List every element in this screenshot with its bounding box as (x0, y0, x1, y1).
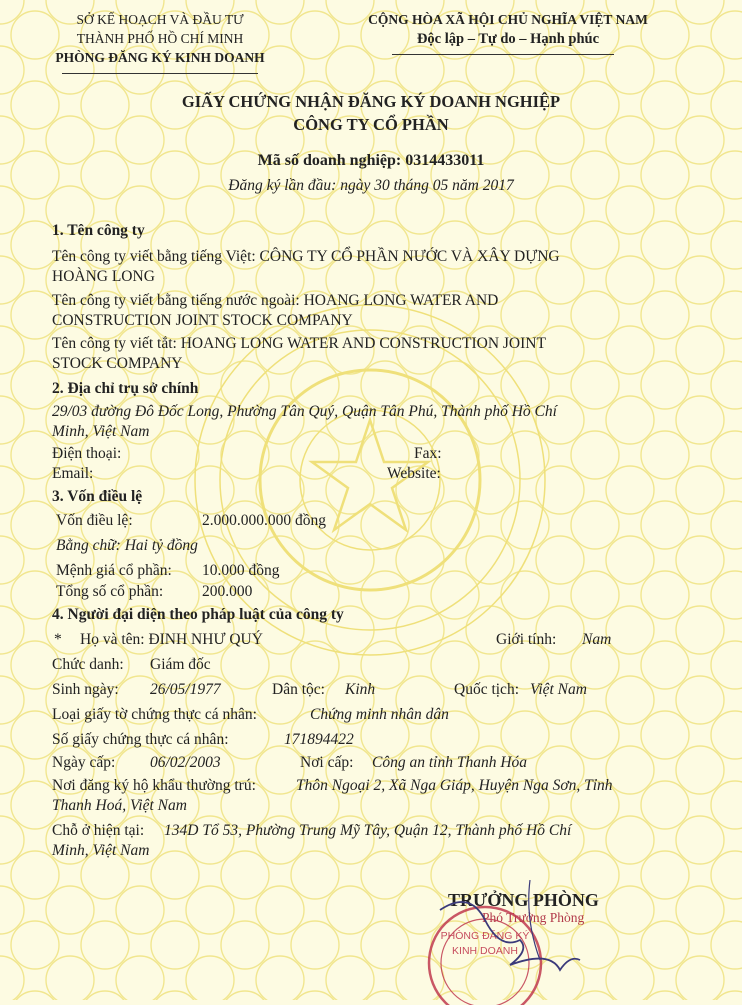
gender-value: Nam (582, 631, 612, 648)
issuer-line-2: THÀNH PHỐ HỒ CHÍ MINH (76, 31, 244, 46)
current-residence-label: Chỗ ở hiện tại: (52, 822, 145, 839)
issue-date-value: 06/02/2003 (150, 754, 221, 771)
ethnic-value: Kinh (345, 681, 376, 698)
short-name-line-1: Tên công ty viết tắt: HOANG LONG WATER AND CONSTRUCTION JOINT (52, 335, 546, 352)
permanent-residence-line-2: Thanh Hoá, Việt Nam (52, 797, 187, 814)
nationality-label: Quốc tịch: (454, 681, 519, 698)
short-name-line-2: STOCK COMPANY (52, 355, 183, 372)
foreign-name-line-1: Tên công ty viết bằng tiếng nước ngoài: HOANG LONG WATER AND (52, 292, 499, 309)
representative-name: Họ và tên: ĐINH NHƯ QUÝ (80, 631, 263, 648)
capital-in-words: Bằng chữ: Hai tỷ đồng (56, 537, 198, 554)
capital-label: Vốn điều lệ: (56, 512, 133, 529)
stamp-text: PHÒNG ĐĂNG KÝ KINH DOANH (440, 930, 530, 957)
issuer-underline (62, 73, 258, 74)
id-type-label: Loại giấy tờ chứng thực cá nhân: (52, 706, 257, 723)
par-value-value: 10.000 đồng (202, 562, 280, 579)
id-number-value: 171894422 (284, 731, 354, 748)
permanent-residence-label: Nơi đăng ký hộ khẩu thường trú: (52, 777, 256, 794)
gender-label: Giới tính: (496, 631, 557, 648)
foreign-name-line-2: CONSTRUCTION JOINT STOCK COMPANY (52, 312, 353, 329)
issue-place-label: Nơi cấp: (300, 754, 354, 771)
national-motto-block (338, 12, 678, 48)
id-type-value: Chứng minh nhân dân (310, 706, 449, 723)
motto-underline (392, 54, 614, 55)
vn-name-line-1: Tên công ty viết bằng tiếng Việt: CÔNG TY CỔ PHẦN NƯỚC VÀ XÂY DỰNG (52, 248, 560, 265)
enterprise-code: Mã số doanh nghiệp: 0314433011 (257, 152, 485, 169)
permanent-residence-line-1: Thôn Ngoại 2, Xã Nga Giáp, Huyện Nga Sơn, Tỉnh (296, 777, 613, 794)
issue-place-value: Công an tỉnh Thanh Hóa (372, 754, 528, 771)
signatory-title: TRƯỞNG PHÒNG (448, 890, 599, 910)
handwritten-signature (430, 880, 610, 990)
issuer-line-3: PHÒNG ĐĂNG KÝ KINH DOANH (55, 50, 265, 65)
section-1-heading: 1. Tên công ty (52, 222, 145, 239)
company-type: CÔNG TY CỔ PHẦN (293, 115, 449, 134)
phone-label: Điện thoại: (52, 445, 122, 462)
current-residence-line-2: Minh, Việt Nam (52, 842, 150, 859)
total-shares-label: Tổng số cổ phần: (56, 583, 164, 600)
position-label: Chức danh: (52, 656, 124, 673)
section-3-heading: 3. Vốn điều lệ (52, 488, 143, 505)
issue-date-label: Ngày cấp: (52, 754, 116, 771)
motto: Độc lập – Tự do – Hạnh phúc (416, 31, 600, 47)
first-registration-date: Đăng ký lần đầu: ngày 30 tháng 05 năm 2017 (228, 177, 514, 194)
section-4-heading: 4. Người đại diện theo pháp luật của công ty (52, 606, 344, 623)
total-shares-value: 200.000 (202, 583, 253, 600)
par-value-label: Mệnh giá cổ phần: (56, 562, 172, 579)
website-label: Website: (387, 465, 441, 482)
issuer-line-1: SỞ KẾ HOẠCH VÀ ĐẦU TƯ (76, 12, 244, 27)
country-name: CỘNG HÒA XÃ HỘI CHỦ NGHĨA VIỆT NAM (368, 12, 648, 27)
certificate-title: GIẤY CHỨNG NHẬN ĐĂNG KÝ DOANH NGHIỆP (181, 92, 561, 111)
current-residence-line-1: 134D Tổ 53, Phường Trung Mỹ Tây, Quận 12, Thành phố Hồ Chí (164, 822, 572, 839)
position-value: Giám đốc (150, 656, 211, 673)
fax-label: Fax: (414, 445, 442, 462)
address-line-2: Minh, Việt Nam (52, 423, 150, 440)
dob-label: Sinh ngày: (52, 681, 119, 698)
capital-value: 2.000.000.000 đồng (202, 512, 326, 529)
id-number-label: Số giấy chứng thực cá nhân: (52, 731, 229, 748)
representative-bullet: * (54, 631, 62, 648)
email-label: Email: (52, 465, 94, 482)
address-line-1: 29/03 đường Đô Đốc Long, Phường Tân Quý, Quận Tân Phú, Thành phố Hồ Chí (52, 403, 557, 420)
section-2-heading: 2. Địa chỉ trụ sở chính (52, 380, 199, 397)
vn-name-line-2: HOÀNG LONG (52, 268, 155, 285)
ethnic-label: Dân tộc: (272, 681, 325, 698)
issuer-block (50, 12, 270, 66)
dob-value: 26/05/1977 (150, 681, 221, 698)
deputy-title: Phó Trưởng Phòng (482, 910, 585, 925)
nationality-value: Việt Nam (530, 681, 587, 698)
